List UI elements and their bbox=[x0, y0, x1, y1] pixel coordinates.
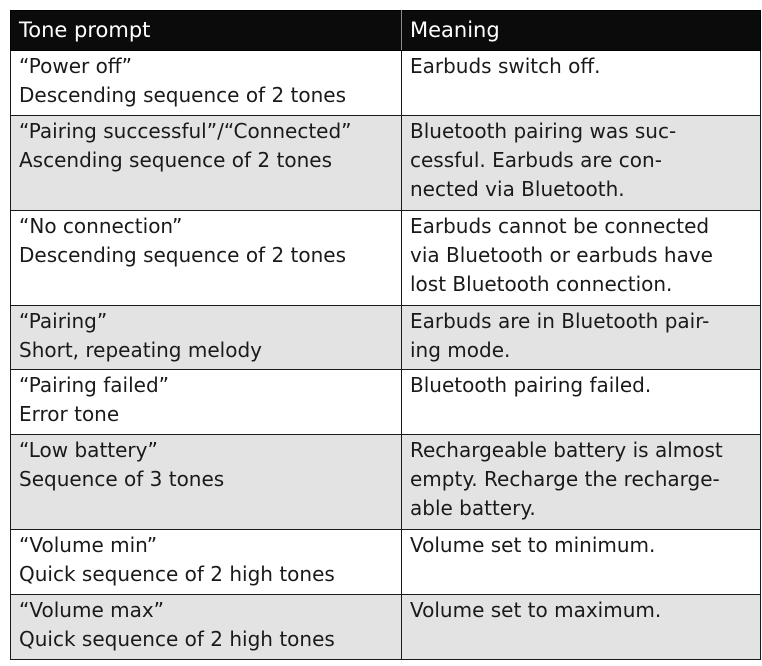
meaning-line: lost Bluetooth connection. bbox=[410, 272, 673, 296]
prompt-name: “Low battery” bbox=[19, 438, 158, 462]
prompt-sound: Ascending sequence of 2 tones bbox=[19, 148, 332, 172]
tone-prompt-cell bbox=[11, 51, 402, 116]
tone-prompt-cell bbox=[11, 211, 402, 306]
meaning-line: nected via Bluetooth. bbox=[410, 177, 625, 201]
tone-prompt-cell bbox=[11, 116, 402, 211]
prompt-name: “Power off” bbox=[19, 54, 132, 78]
tone-prompt-cell bbox=[11, 595, 402, 660]
meaning-cell bbox=[402, 116, 761, 211]
meaning-line: Rechargeable battery is almost bbox=[410, 438, 723, 462]
meaning-cell bbox=[402, 211, 761, 306]
prompt-sound: Quick sequence of 2 high tones bbox=[19, 562, 335, 586]
meaning-cell bbox=[402, 370, 761, 435]
meaning-line: via Bluetooth or earbuds have bbox=[410, 243, 713, 267]
prompt-name: “No connection” bbox=[19, 214, 183, 238]
meaning-line: able battery. bbox=[410, 496, 536, 520]
prompt-sound: Short, repeating melody bbox=[19, 338, 262, 362]
meaning-line: Earbuds switch off. bbox=[410, 54, 601, 78]
header-meaning: Meaning bbox=[402, 11, 761, 51]
prompt-name: “Pairing successful”/“Connected” bbox=[19, 119, 352, 143]
meaning-line: cessful. Earbuds are con- bbox=[410, 148, 662, 172]
meaning-cell bbox=[402, 306, 761, 370]
prompt-name: “Pairing” bbox=[19, 309, 108, 333]
meaning-line: empty. Recharge the recharge- bbox=[410, 467, 720, 491]
table-row bbox=[11, 595, 761, 660]
table-body bbox=[11, 51, 761, 660]
prompt-sound: Error tone bbox=[19, 402, 120, 426]
prompt-sound: Descending sequence of 2 tones bbox=[19, 83, 347, 107]
table-row bbox=[11, 435, 761, 530]
table-row bbox=[11, 211, 761, 306]
prompt-name: “Volume min” bbox=[19, 533, 158, 557]
table-row bbox=[11, 51, 761, 116]
tone-prompt-cell bbox=[11, 370, 402, 435]
table-row bbox=[11, 370, 761, 435]
prompt-sound: Sequence of 3 tones bbox=[19, 467, 225, 491]
table-row bbox=[11, 306, 761, 370]
tone-prompt-cell bbox=[11, 306, 402, 370]
prompt-sound: Quick sequence of 2 high tones bbox=[19, 627, 335, 651]
tone-prompt-table bbox=[10, 10, 761, 660]
table-row bbox=[11, 530, 761, 595]
header-row bbox=[11, 11, 761, 51]
table-header bbox=[11, 11, 761, 51]
meaning-line: ing mode. bbox=[410, 338, 511, 362]
meaning-cell bbox=[402, 595, 761, 660]
meaning-cell bbox=[402, 51, 761, 116]
meaning-line: Earbuds cannot be connected bbox=[410, 214, 710, 238]
header-tone-prompt: Tone prompt bbox=[11, 11, 402, 51]
prompt-name: “Volume max” bbox=[19, 598, 165, 622]
meaning-line: Volume set to maximum. bbox=[410, 598, 662, 622]
meaning-cell bbox=[402, 435, 761, 530]
meaning-cell bbox=[402, 530, 761, 595]
prompt-sound: Descending sequence of 2 tones bbox=[19, 243, 347, 267]
meaning-line: Bluetooth pairing failed. bbox=[410, 373, 652, 397]
tone-prompt-cell bbox=[11, 530, 402, 595]
prompt-name: “Pairing failed” bbox=[19, 373, 169, 397]
table-row bbox=[11, 116, 761, 211]
meaning-line: Volume set to minimum. bbox=[410, 533, 656, 557]
meaning-line: Bluetooth pairing was suc- bbox=[410, 119, 677, 143]
tone-prompt-cell bbox=[11, 435, 402, 530]
meaning-line: Earbuds are in Bluetooth pair- bbox=[410, 309, 710, 333]
